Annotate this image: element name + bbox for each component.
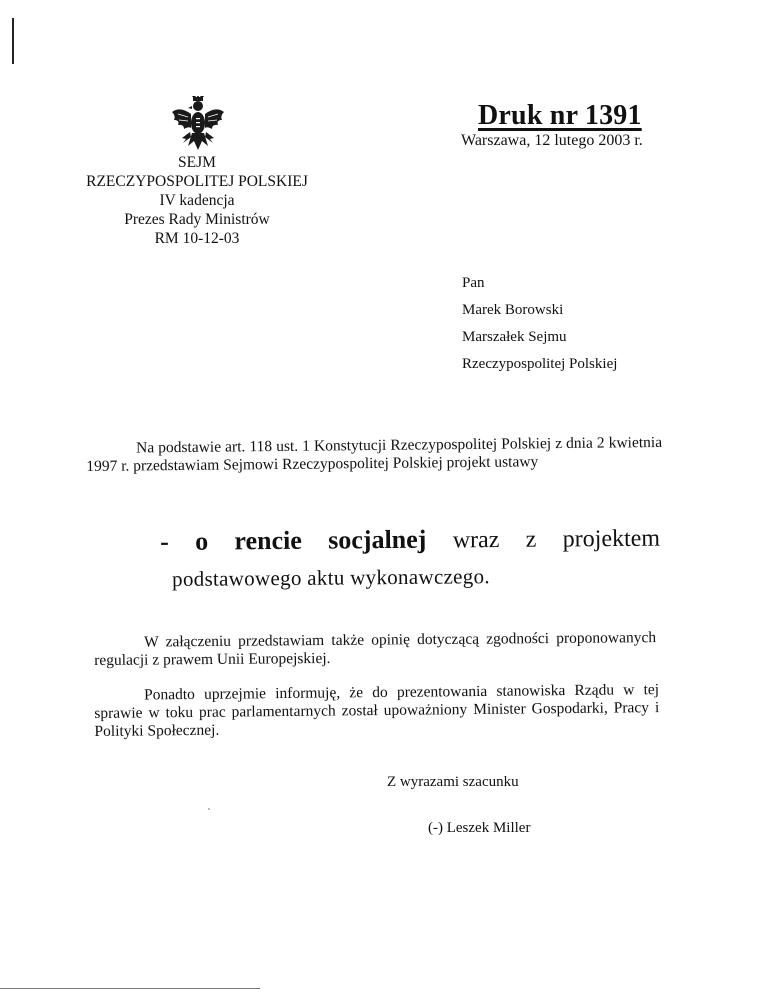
document-number: Druk nr 1391 <box>478 100 642 131</box>
sender-block <box>62 153 332 248</box>
signature: (-) Leszek Miller <box>428 820 531 836</box>
paragraph-minister <box>94 681 660 741</box>
paragraph-attachment <box>94 629 656 670</box>
subject-o: o <box>195 526 209 556</box>
recipient-line: Pan <box>462 275 485 291</box>
scan-edge-mark <box>12 18 14 64</box>
subject-z: z <box>525 526 537 553</box>
sender-line: RZECZYPOSPOLITEJ POLSKIEJ <box>86 173 308 190</box>
bottom-divider <box>0 988 260 989</box>
recipient-line: Rzeczypospolitej Polskiej <box>462 356 618 372</box>
recipient-line: Marek Borowski <box>462 302 564 318</box>
recipient-line: Marszałek Sejmu <box>462 329 567 345</box>
paragraph-intro <box>86 434 662 476</box>
sender-line: Prezes Rady Ministrów <box>124 211 270 228</box>
paragraph-attachment-text: W załączeniu przedstawiam także opinię dotyczącą zgodności proponowanych regulacji z prawem Unii Europejskiej. <box>94 629 657 669</box>
scan-speck <box>208 808 210 810</box>
paragraph-intro-text: Na podstawie art. 118 ust. 1 Konstytucji Rzeczypospolitej Polskiej z dnia 2 kwietnia 1997 r. przedstawiam Sejmowi Rzeczypospolitej Polskiej projekt ustawy <box>86 433 663 475</box>
bill-subject-line-1 <box>160 523 660 557</box>
subject-socjalnej: socjalnej <box>328 524 427 555</box>
place-date: Warszawa, 12 lutego 2003 r. <box>461 132 643 149</box>
subject-projektem: projektem <box>562 525 661 553</box>
sender-line: SEJM <box>178 154 216 171</box>
sender-line: IV kadencja <box>159 192 235 209</box>
bill-subject-line-2: podstawowego aktu wykonawczego. <box>172 564 491 591</box>
sender-line: RM 10-12-03 <box>154 230 240 247</box>
polish-eagle-emblem-icon <box>170 96 226 154</box>
recipient-block <box>462 270 617 378</box>
subject-dash: - <box>160 526 169 556</box>
subject-rencie: rencie <box>234 525 302 556</box>
paragraph-minister-text: Ponadto uprzejmie informuję, że do prezentowania stanowiska Rządu w tej sprawie w toku prac parlamentarnych został upoważniony Minister Gospodarki, Pracy i Polityki Społecznej. <box>94 681 660 740</box>
closing-greeting: Z wyrazami szacunku <box>387 774 519 790</box>
subject-wraz: wraz <box>452 527 500 554</box>
